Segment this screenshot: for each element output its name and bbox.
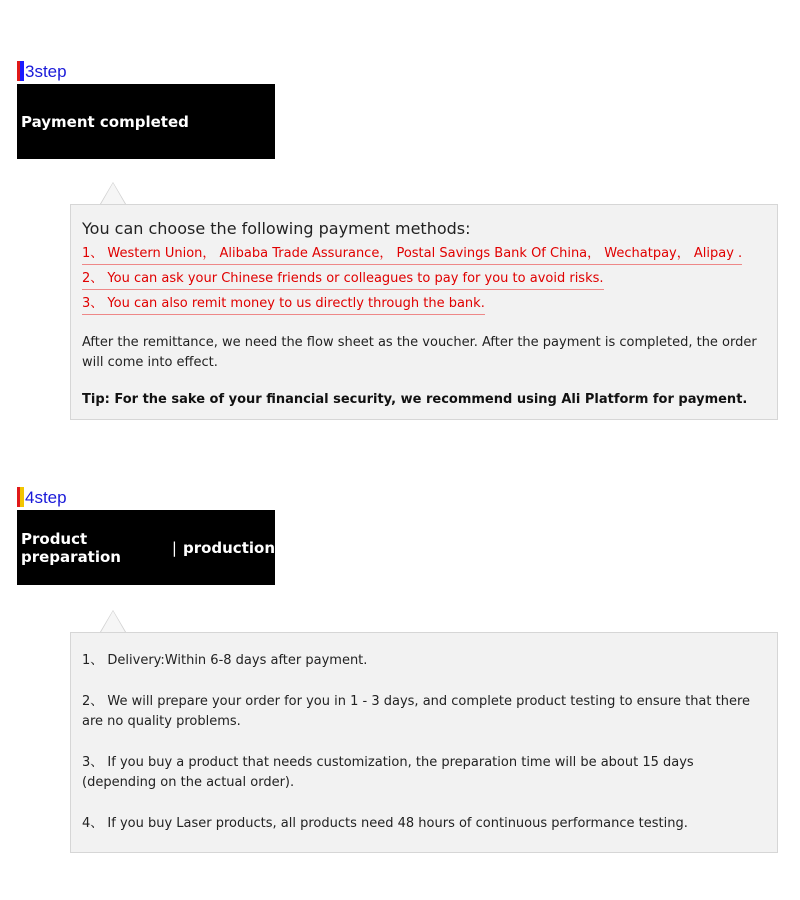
payment-method-3: 3、 You can also remit money to us directly through the bank. — [82, 295, 485, 315]
step-4-title — [17, 510, 275, 585]
step-3-title-text: Payment completed — [21, 112, 189, 131]
preparation-item-1: 1、 Delivery:Within 6-8 days after payment. — [82, 653, 368, 668]
step-4-title-part2: production — [182, 538, 275, 557]
step-marker-icon — [17, 487, 24, 507]
payment-methods-heading: You can choose the following payment methods: — [82, 219, 471, 238]
step-marker-icon — [17, 61, 24, 81]
step-number: 4step — [25, 488, 67, 507]
payment-methods-panel — [70, 204, 778, 420]
preparation-item-2: 2、 We will prepare your order for you in 1 - 3 days, and complete product testing to ensure that there are no quality problems. — [82, 694, 751, 729]
title-separator: | — [171, 538, 177, 557]
preparation-item-4: 4、 If you buy Laser products, all products need 48 hours of continuous performance testing. — [82, 816, 688, 831]
pointer-triangle-icon — [100, 182, 126, 204]
remittance-note: After the remittance, we need the flow sheet as the voucher. After the payment is completed, the order will come into effect. — [82, 335, 757, 370]
step-number: 3step — [25, 62, 67, 81]
step-3-title — [17, 84, 275, 159]
step-4-title-part1: Product preparation — [21, 529, 121, 566]
preparation-item-3: 3、 If you buy a product that needs customization, the preparation time will be about 15 days (depending on the actual order). — [82, 755, 694, 790]
payment-method-1: 1、 Western Union， Alibaba Trade Assurance， Postal Savings Bank Of China， Wechatpay， Alipay . — [82, 245, 742, 265]
pointer-triangle-icon — [100, 610, 126, 632]
security-tip: Tip: For the sake of your financial security, we recommend using Ali Platform for payment. — [82, 392, 748, 407]
payment-method-2: 2、 You can ask your Chinese friends or colleagues to pay for you to avoid risks. — [82, 270, 604, 290]
preparation-panel — [70, 632, 778, 853]
